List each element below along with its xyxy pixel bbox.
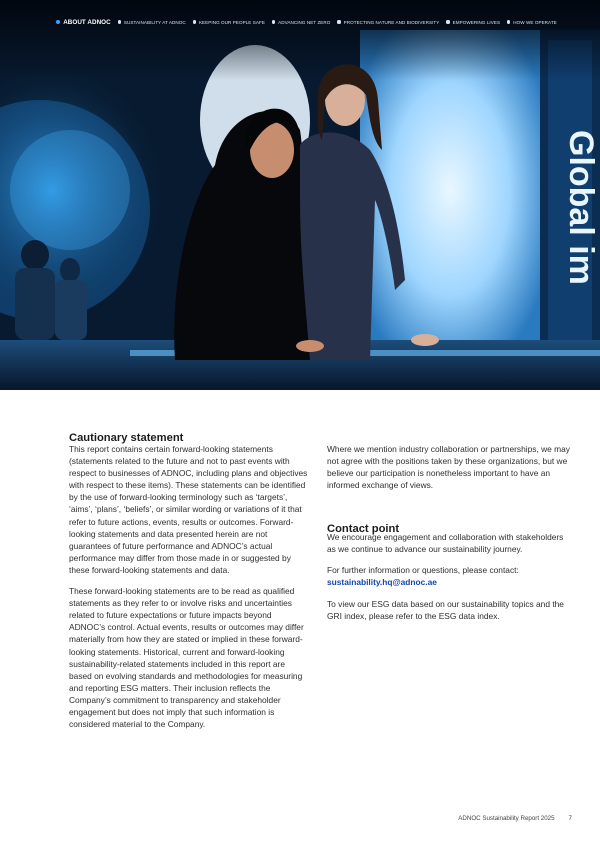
cautionary-heading: Cautionary statement: [69, 432, 184, 445]
nav-item-label: ADVANCING NET ZERO: [278, 19, 331, 25]
nav-item-empowering-lives[interactable]: [446, 20, 500, 25]
contact-text-column: [327, 531, 573, 632]
nav-item-sustainability-at-adnoc[interactable]: [118, 20, 186, 25]
nav-item-label: PROTECTING NATURE AND BIODIVERSITY: [343, 19, 440, 25]
nav-dot-icon: [118, 20, 121, 23]
contact-question-line: For further information or questions, please contact:: [327, 565, 519, 576]
contact-heading: Contact point: [327, 523, 400, 536]
nav-item-label: SUSTAINABILITY AT ADNOC: [123, 19, 186, 25]
right-text-column: [327, 443, 573, 500]
page-number: 7: [568, 815, 572, 822]
collaboration-paragraph: Where we mention industry collaboration or partnerships, we may not agree with the positions taken by these organizations, but we believe our participation is nonetheless important to have an informed exchange of views.: [327, 444, 570, 491]
cautionary-text-column: [69, 443, 309, 739]
nav-dot-icon: [337, 20, 340, 23]
contact-email-link[interactable]: sustainability.hq@adnoc.ae: [327, 577, 437, 588]
nav-item-about-adnoc[interactable]: [56, 19, 111, 26]
nav-item-protecting-nature[interactable]: [337, 20, 439, 25]
nav-item-label: KEEPING OUR PEOPLE SAFE: [198, 19, 265, 25]
nav-item-how-we-operate[interactable]: [507, 20, 557, 25]
section-nav: [0, 15, 600, 29]
cautionary-paragraph: These forward-looking statements are to be read as qualified statements as they refer to or involve risks and uncertainties related to future expectations or future impacts beyond ADNOC’s control. Actual events, results or outcomes may differ materially from how they are stated or implied in these forward-looking statements. Historical, current and forward-looking sustainability-related statements included in this report are based on evolving standards and methodologies for measuring and reporting ESG matters. Their inclusion reflects the Company’s commitment to transparency and stakeholder engagement but does not imply that such information is considered material to the Company.: [69, 586, 304, 730]
nav-dot-icon: [193, 20, 196, 23]
nav-item-advancing-net-zero[interactable]: [272, 20, 330, 25]
hero-illustration: [0, 0, 600, 390]
page-footer: [458, 815, 572, 822]
esg-data-paragraph: To view our ESG data based on our sustainability topics and the GRI index, please refer to the ESG data index.: [327, 599, 564, 622]
nav-item-label: EMPOWERING LIVES: [452, 19, 501, 25]
footer-report-title: ADNOC Sustainability Report 2025: [458, 815, 555, 822]
nav-item-keeping-people-safe[interactable]: [193, 20, 265, 25]
contact-question: [327, 564, 573, 588]
nav-dot-icon: [56, 20, 60, 24]
hero-photo: [0, 0, 600, 390]
nav-item-label: ABOUT ADNOC: [63, 18, 111, 26]
nav-dot-icon: [507, 20, 510, 23]
nav-dot-icon: [446, 20, 449, 23]
contact-intro: We encourage engagement and collaboration with stakeholders as we continue to advance our sustainability journey.: [327, 532, 564, 555]
nav-item-label: HOW WE OPERATE: [513, 19, 557, 25]
screen-text: Global im: [562, 130, 600, 285]
nav-dot-icon: [272, 20, 275, 23]
cautionary-paragraph: This report contains certain forward-looking statements (statements related to the future and not to past events with respect to businesses of ADNOC, including plans and objectives with respect to these items). These statements can be identified by the use of forward-looking terminology such as ‘targets’, ‘aims’, ‘plans’, ‘beliefs’, or similar wording or variations of it that refer to future actions, events, results or outcomes. Forward-looking statements and data presented herein are not guarantees of future performance and ADNOC’s actual performance may differ from those made in or suggested by these forward-looking statements and data.: [69, 444, 308, 575]
